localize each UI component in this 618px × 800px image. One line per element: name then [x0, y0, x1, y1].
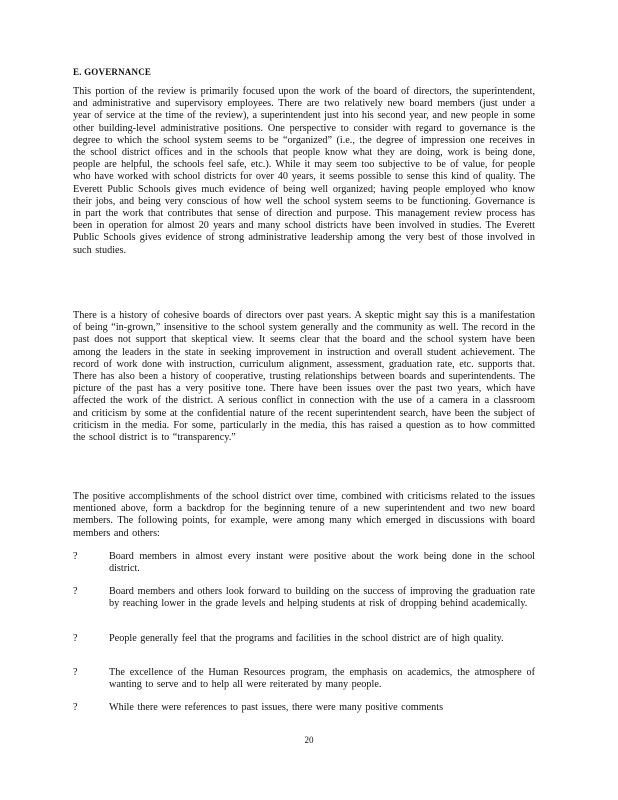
bullet-text: Board members in almost every instant were positive about the work being done in the school district. [109, 551, 535, 575]
paragraph-positive-accomplishments: The positive accomplishments of the school district over time, combined with criticisms related to the issues mentioned above, form a backdrop for the beginning tenure of a new superintendent and two new board members. The following points, for example, were among many which emerged in discussions with board members and others: [73, 491, 535, 539]
section-heading: E. GOVERNANCE [73, 67, 152, 77]
bullet-marker: ? [73, 633, 78, 644]
bullet-text: People generally feel that the programs and facilities in the school district are of high quality. [109, 633, 504, 644]
bullet-text: While there were references to past issues, there were many positive comments [109, 702, 444, 713]
page-number: 20 [304, 735, 314, 745]
bullet-text: The excellence of the Human Resources program, the emphasis on academics, the atmosphere of wanting to serve and to help all were reiterated by many people. [109, 667, 535, 691]
paragraph-board-history: There is a history of cohesive boards of directors over past years. A skeptic might say this is a manifestation of being “in-grown,” insensitive to the school system generally and the community as well. The record in the past does not support that skeptical view. It seems clear that the board and the school system have been among the leaders in the state in seeking improvement in instruction and overall student achievement. The record of work done with instruction, curriculum alignment, assessment, graduation rate, etc. supports that. There has also been a history of cooperative, trusting relationships between boards and superintendents. The picture of the past has a very positive tone. There have been issues over the past two years, which have affected the work of the district. A serious conflict in connection with the use of a camera in a classroom and criticism by some at the confidential nature of the recent superintendent search, have been the subject of criticism in the media. For some, particularly in the media, this has raised a question as to how committed the school district is to “transparency.” [73, 310, 535, 444]
paragraph-governance-overview: This portion of the review is primarily focused upon the work of the board of directors, the superintendent, and administrative and supervisory employees. There are two relatively new board members (just under a year of service at the time of the review), a superintendent just into his second year, and new people in some other building-level administrative positions. One perspective to consider with regard to governance is the degree to which the school system seems to be “organized” (i.e., the degree of impression one receives in the school district offices and in the schools that people know what they are doing, work is being done, people are helpful, the schools feel safe, etc.). While it may seem too subjective to be of value, for people who have worked with school districts for over 40 years, it seems possible to sense this kind of quality. The Everett Public Schools gives much evidence of being well organized; having people employed who know their jobs, and being very conscious of how well the school system seems to be functioning. Governance is in part the work that contributes that sense of direction and purpose. This management review process has been in operation for almost 20 years and many school districts have been involved in studies. The Everett Public Schools gives evidence of strong administrative leadership among the very best of those involved in such studies. [73, 86, 535, 256]
bullet-marker: ? [73, 586, 78, 597]
bullet-marker: ? [73, 551, 78, 562]
bullet-marker: ? [73, 702, 78, 713]
bullet-text: Board members and others look forward to building on the success of improving the graduation rate by reaching lower in the grade levels and helping students at risk of dropping behind academically. [109, 586, 535, 610]
bullet-marker: ? [73, 667, 78, 678]
